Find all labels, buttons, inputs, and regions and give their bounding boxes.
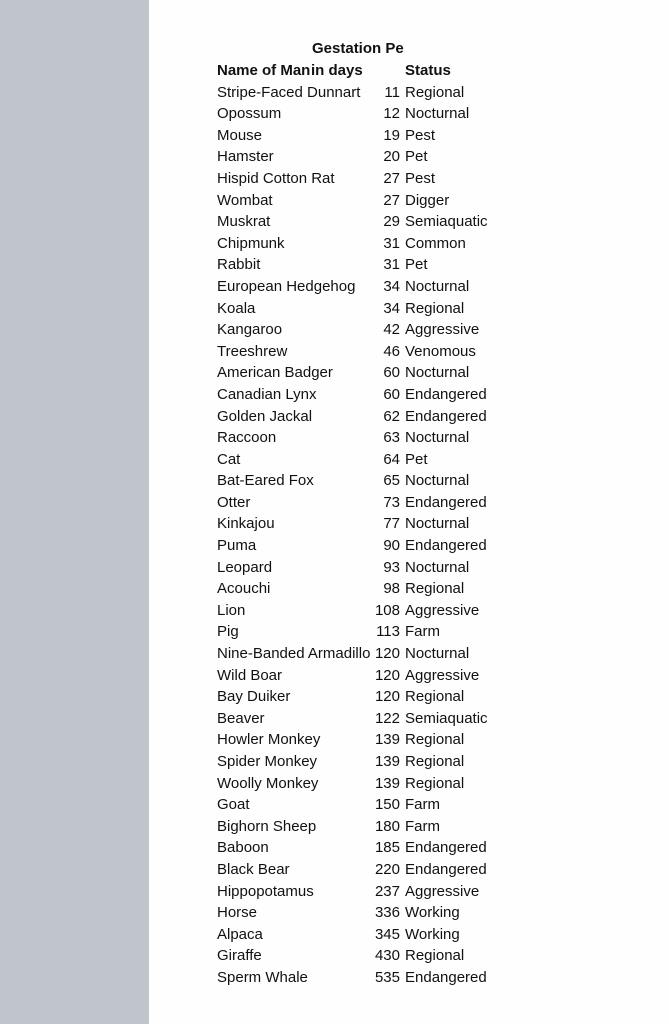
status-cell: Pet: [405, 450, 428, 468]
animal-name-cell: Beaver: [217, 709, 265, 727]
status-cell: Endangered: [405, 839, 487, 857]
table-row: [217, 837, 517, 859]
animal-name-cell: Giraffe: [217, 947, 262, 965]
animal-name-cell: Leopard: [217, 558, 273, 576]
animal-name-cell: Howler Monkey: [217, 731, 321, 749]
status-cell: Nocturnal: [405, 515, 470, 533]
animal-name-cell: Sperm Whale: [217, 968, 308, 986]
animal-name-cell: Lion: [217, 601, 246, 619]
animal-name-cell: Pig: [217, 623, 239, 641]
table-row: [217, 146, 517, 168]
gestation-days-cell: 139: [374, 731, 400, 749]
status-cell: Nocturnal: [405, 277, 470, 295]
status-cell: Farm: [405, 623, 440, 641]
gestation-days-cell: 12: [383, 105, 400, 123]
gestation-days-cell: 27: [383, 191, 400, 209]
table-row: [217, 578, 517, 600]
gestation-days-cell: 63: [383, 429, 400, 447]
gestation-days-cell: 19: [383, 126, 400, 144]
animal-name-cell: Goat: [217, 796, 250, 814]
header-top-row: [217, 38, 517, 60]
status-cell: Endangered: [405, 385, 487, 403]
table-row: [217, 276, 517, 298]
status-cell: Regional: [405, 83, 465, 101]
table-row: [217, 794, 517, 816]
gestation-days-cell: 60: [383, 364, 400, 382]
gestation-days-cell: 120: [374, 645, 400, 663]
gestation-days-cell: 34: [383, 277, 400, 295]
table-row: [217, 233, 517, 255]
animal-name-cell: Cat: [217, 450, 241, 468]
table-row: [217, 859, 517, 881]
name-column-header: Name of Man: [217, 62, 311, 79]
table-row: [217, 729, 517, 751]
left-panel: [0, 0, 149, 1024]
status-cell: Regional: [405, 753, 465, 770]
status-cell: Aggressive: [405, 601, 480, 619]
gestation-days-cell: 122: [374, 709, 400, 727]
gestation-days-cell: 73: [383, 493, 400, 511]
animal-name-cell: Acouchi: [217, 580, 271, 598]
table-row: [217, 190, 517, 212]
table-row: [217, 557, 517, 579]
status-cell: Farm: [405, 817, 440, 835]
gestation-days-cell: 220: [374, 860, 400, 878]
gestation-days-cell: 90: [383, 537, 400, 555]
table-row: [217, 513, 517, 535]
status-cell: Pet: [405, 256, 428, 274]
status-cell: Nocturnal: [405, 364, 470, 382]
gestation-days-cell: 120: [374, 666, 400, 684]
gestation-days-cell: 345: [374, 925, 400, 943]
status-cell: Nocturnal: [405, 558, 470, 576]
gestation-days-cell: 430: [374, 947, 400, 965]
animal-name-cell: Baboon: [217, 839, 269, 857]
status-cell: Aggressive: [405, 882, 480, 900]
animal-name-cell: Raccoon: [217, 429, 277, 447]
gestation-days-cell: 93: [383, 558, 400, 576]
animal-name-cell: Wild Boar: [217, 666, 283, 684]
table-row: [217, 945, 517, 967]
table-row: [217, 319, 517, 341]
table-row: [217, 967, 517, 989]
animal-name-cell: Bay Duiker: [217, 688, 291, 706]
animal-name-cell: Kinkajou: [217, 515, 275, 533]
status-cell: Regional: [405, 774, 465, 792]
animal-name-cell: American Badger: [217, 364, 333, 382]
animal-name-cell: Woolly Monkey: [217, 774, 319, 792]
status-cell: Working: [405, 904, 460, 922]
status-cell: Pet: [405, 148, 428, 166]
status-cell: Nocturnal: [405, 105, 470, 123]
gestation-days-cell: 27: [383, 169, 400, 187]
gestation-days-cell: 535: [374, 968, 400, 986]
table-row: [217, 665, 517, 687]
gestation-days-cell: 20: [383, 148, 400, 166]
table-row: [217, 168, 517, 190]
status-cell: Nocturnal: [405, 429, 470, 447]
animal-name-cell: Mouse: [217, 126, 263, 144]
table-row: [217, 341, 517, 363]
status-cell: Aggressive: [405, 321, 480, 339]
status-cell: Aggressive: [405, 666, 480, 684]
animal-name-cell: Golden Jackal: [217, 407, 313, 425]
status-cell: Nocturnal: [405, 472, 470, 490]
animal-name-cell: Opossum: [217, 105, 282, 123]
animal-name-cell: Alpaca: [217, 925, 263, 943]
table-row: [217, 816, 517, 838]
status-cell: Venomous: [405, 342, 476, 360]
table-row: [217, 708, 517, 730]
table-row: [217, 643, 517, 665]
gestation-days-cell: 64: [383, 450, 400, 468]
status-cell: Common: [405, 234, 466, 252]
gestation-days-cell: 180: [374, 817, 400, 835]
animal-name-cell: Wombat: [217, 191, 273, 209]
table-row: [217, 427, 517, 449]
gestation-table: [217, 38, 517, 989]
animal-name-cell: Black Bear: [217, 860, 290, 878]
table-row: [217, 470, 517, 492]
status-cell: Semiaquatic: [405, 213, 488, 231]
gestation-days-cell: 98: [383, 580, 400, 598]
animal-name-cell: Puma: [217, 537, 257, 555]
status-cell: Regional: [405, 731, 465, 749]
animal-name-cell: Muskrat: [217, 213, 271, 231]
animal-name-cell: Rabbit: [217, 256, 261, 274]
gestation-days-cell: 62: [383, 407, 400, 425]
gestation-days-cell: 336: [374, 904, 400, 922]
status-cell: Regional: [405, 299, 465, 317]
table-row: [217, 449, 517, 471]
gestation-days-cell: 11: [384, 83, 400, 101]
gestation-days-cell: 139: [374, 753, 400, 770]
status-cell: Pest: [405, 169, 436, 187]
table-row: [217, 751, 517, 773]
animal-name-cell: Hippopotamus: [217, 882, 314, 900]
animal-name-cell: Chipmunk: [217, 234, 285, 252]
status-cell: Regional: [405, 688, 465, 706]
status-cell: Endangered: [405, 968, 487, 986]
table-row: [217, 773, 517, 795]
gestation-days-cell: 65: [383, 472, 400, 490]
table-row: [217, 686, 517, 708]
gestation-days-cell: 150: [374, 796, 400, 814]
status-cell: Endangered: [405, 860, 487, 878]
animal-name-cell: Bighorn Sheep: [217, 817, 317, 835]
table-row: [217, 125, 517, 147]
animal-name-cell: Treeshrew: [217, 342, 288, 360]
document-page[interactable]: [149, 0, 669, 1024]
table-row: [217, 406, 517, 428]
gestation-days-cell: 237: [374, 882, 400, 900]
days-column-header: in days: [311, 62, 363, 79]
table-row: [217, 362, 517, 384]
table-row: [217, 535, 517, 557]
gestation-days-cell: 113: [376, 623, 400, 641]
status-cell: Endangered: [405, 537, 487, 555]
animal-name-cell: Canadian Lynx: [217, 385, 317, 403]
gestation-days-cell: 185: [374, 839, 400, 857]
gestation-days-cell: 108: [374, 601, 400, 619]
table-row: [217, 82, 517, 104]
status-cell: Endangered: [405, 407, 487, 425]
table-row: [217, 881, 517, 903]
animal-name-cell: Hamster: [217, 148, 274, 166]
table-row: [217, 600, 517, 622]
status-cell: Endangered: [405, 493, 487, 511]
table-row: [217, 211, 517, 233]
status-cell: Pest: [405, 126, 436, 144]
table-row: [217, 384, 517, 406]
gestation-days-cell: 77: [383, 515, 400, 533]
status-column-header: Status: [405, 62, 451, 79]
gestation-days-cell: 31: [383, 234, 400, 252]
animal-name-cell: European Hedgehog: [217, 277, 356, 295]
gestation-days-cell: 60: [383, 385, 400, 403]
gestation-days-cell: 34: [383, 299, 400, 317]
column-header-row: [217, 60, 517, 82]
animal-name-cell: Koala: [217, 299, 256, 317]
animal-name-cell: Bat-Eared Fox: [217, 472, 314, 490]
status-cell: Farm: [405, 796, 440, 814]
table-row: [217, 924, 517, 946]
table-row: [217, 621, 517, 643]
table-row: [217, 902, 517, 924]
animal-name-cell: Horse: [217, 904, 258, 922]
gestation-days-cell: 42: [383, 321, 400, 339]
status-cell: Regional: [405, 580, 465, 598]
gestation-days-cell: 139: [374, 774, 400, 792]
table-row: [217, 254, 517, 276]
gestation-days-cell: 46: [383, 342, 400, 360]
status-cell: Regional: [405, 947, 465, 965]
animal-name-cell: Otter: [217, 493, 251, 511]
table-row: [217, 298, 517, 320]
status-cell: Nocturnal: [405, 645, 470, 663]
table-body: [217, 82, 517, 989]
table-row: [217, 492, 517, 514]
status-cell: Semiaquatic: [405, 709, 488, 727]
gestation-days-cell: 120: [374, 688, 400, 706]
animal-name-cell: Spider Monkey: [217, 753, 318, 770]
animal-name-cell: Hispid Cotton Rat: [217, 169, 335, 187]
gestation-days-cell: 29: [383, 213, 400, 231]
gestation-days-cell: 31: [383, 256, 400, 274]
table-row: [217, 103, 517, 125]
status-cell: Working: [405, 925, 460, 943]
animal-name-cell: Nine-Banded Armadillo: [217, 645, 371, 663]
gestation-header: Gestation Pe: [312, 40, 404, 57]
animal-name-cell: Stripe-Faced Dunnart: [217, 83, 361, 101]
status-cell: Digger: [405, 191, 450, 209]
animal-name-cell: Kangaroo: [217, 321, 283, 339]
